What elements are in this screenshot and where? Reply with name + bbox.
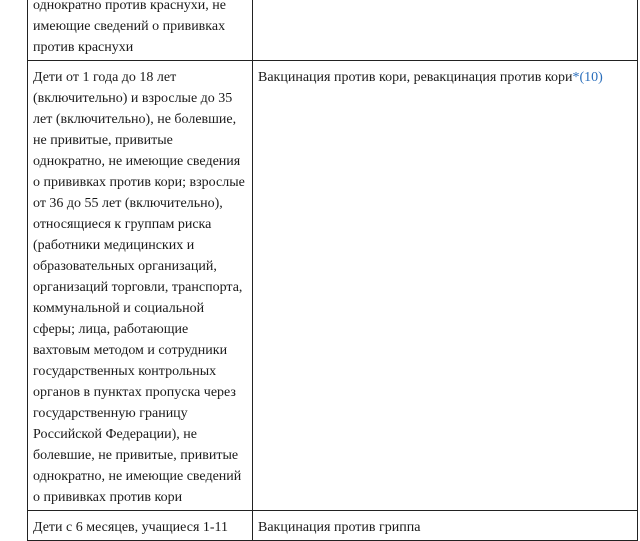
group-line: однократно против краснухи, не bbox=[33, 0, 226, 13]
group-line: Российской Федерации), не bbox=[33, 427, 197, 442]
group-line: против краснухи bbox=[33, 40, 134, 55]
population-group-cell bbox=[28, 511, 253, 541]
group-line: государственных контрольных bbox=[33, 364, 217, 379]
vaccination-cell bbox=[253, 0, 638, 61]
group-line: коммунальной и социальной bbox=[33, 301, 205, 316]
group-line: однократно, не имеющие сведения bbox=[33, 154, 241, 169]
group-line: о прививках против кори; взрослые bbox=[33, 175, 245, 190]
group-line: имеющие сведений о прививках bbox=[33, 19, 226, 34]
group-line: однократно, не имеющие сведений bbox=[33, 469, 242, 484]
group-line: государственную границу bbox=[33, 406, 188, 421]
vaccination-text: Вакцинация против гриппа bbox=[258, 520, 421, 535]
group-line: лет (включительно), не болевшие, bbox=[33, 112, 237, 127]
group-line: (работники медицинских и bbox=[33, 238, 195, 253]
table-row bbox=[28, 511, 638, 541]
table-row bbox=[28, 61, 638, 511]
group-line: (включительно) и взрослые до 35 bbox=[33, 91, 233, 106]
table-body bbox=[28, 0, 638, 541]
group-line: не привитые, привитые bbox=[33, 133, 173, 148]
group-line: образовательных организаций, bbox=[33, 259, 217, 274]
group-line: Дети с 6 месяцев, учащиеся 1-11 bbox=[33, 520, 229, 535]
vaccination-schedule-table bbox=[27, 0, 627, 541]
group-line: от 36 до 55 лет (включительно), bbox=[33, 196, 223, 211]
vaccination-text: Вакцинация против кори, ревакцинация против кори bbox=[258, 70, 573, 85]
group-line: организаций торговли, транспорта, bbox=[33, 280, 243, 295]
footnote-link[interactable]: *(10) bbox=[572, 70, 603, 85]
group-line: Дети от 1 года до 18 лет bbox=[33, 70, 177, 85]
group-line: относящиеся к группам риска bbox=[33, 217, 212, 232]
population-group-cell bbox=[28, 61, 253, 511]
group-line: о прививках против кори bbox=[33, 490, 183, 505]
group-line: органов в пунктах пропуска через bbox=[33, 385, 236, 400]
vaccination-cell bbox=[253, 511, 638, 541]
group-line: вахтовым методом и сотрудники bbox=[33, 343, 228, 358]
group-line: сферы; лица, работающие bbox=[33, 322, 189, 337]
table-row bbox=[28, 0, 638, 61]
population-group-cell bbox=[28, 0, 253, 61]
group-line: болевшие, не привитые, привитые bbox=[33, 448, 239, 463]
vaccination-cell bbox=[253, 61, 638, 511]
schedule-table bbox=[27, 0, 638, 541]
